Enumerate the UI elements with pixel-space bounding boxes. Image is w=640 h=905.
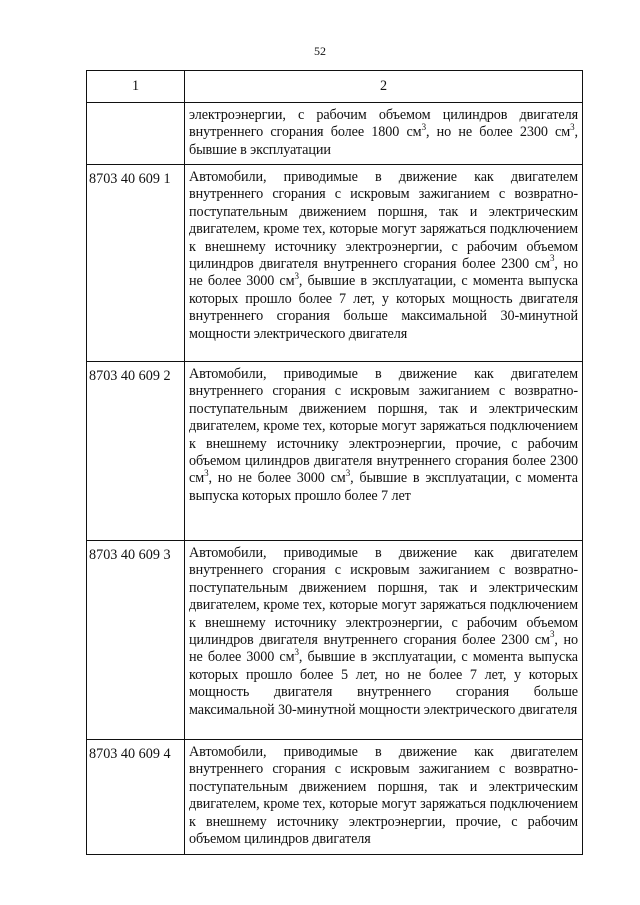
superscript: 3 (421, 121, 426, 132)
description-text: электроэнергии, с рабочим объемом цилиндров двигателя внутреннего сгорания более 1800 см (189, 107, 578, 141)
description-text: , но не более 3000 см (208, 470, 346, 487)
table-row (87, 103, 583, 165)
description-text: Автомобили, приводимые в движение как двигателем внутреннего сгорания с искровым зажиганием с возвратно-поступательным движением поршня, так и электрическим двигателем, кроме тех, которые могут заряжаться подключением к внешнему источнику электроэнергии, с рабочим объемом цилиндров двигателя внутреннего сгорания более 2300 см (189, 545, 578, 649)
tariff-table (86, 70, 583, 855)
superscript: 3 (204, 467, 209, 478)
description-text: , но не более 3000 см (189, 632, 578, 666)
description-cell (185, 362, 583, 541)
code-cell (87, 103, 185, 165)
superscript: 3 (345, 467, 351, 478)
code-cell: 8703 40 609 3 (87, 541, 185, 740)
description-text: Автомобили, приводимые в движение как двигателем внутреннего сгорания с искровым зажиганием с возвратно-поступательным движением поршня, так и электрическим двигателем, кроме тех, которые могут заряжаться подключением к внешнему источнику электроэнергии, с рабочим объемом цилиндров двигателя внутреннего сгорания более 2300 см (189, 169, 578, 273)
header-col-1: 1 (87, 71, 185, 103)
code-cell: 8703 40 609 2 (87, 362, 185, 541)
description-cell (185, 541, 583, 740)
description-text: , но не более 3000 см (189, 256, 578, 290)
superscript: 3 (294, 270, 299, 281)
table-row (87, 362, 583, 541)
description-text: , бывшие в эксплуатации, с момента выпуска которых прошло более 5 лет, но не более 7 лет, у которых мощность двигателя внутреннего сгорания больше максимальной 30-минутной мощности электрического двигателя (189, 649, 578, 718)
superscript: 3 (549, 253, 555, 264)
description-cell (185, 103, 583, 165)
code-cell: 8703 40 609 4 (87, 740, 185, 855)
description-cell (185, 165, 583, 362)
description-text: , бывшие в эксплуатации (189, 124, 578, 158)
superscript: 3 (570, 121, 575, 132)
description-text: Автомобили, приводимые в движение как двигателем внутреннего сгорания с искровым зажиганием с возвратно-поступательным движением поршня, так и электрическим двигателем, кроме тех, которые могут заряжаться подключением к внешнему источнику электроэнергии, прочие, с рабочим объемом цилиндров двигателя (189, 744, 578, 848)
description-text: , бывшие в эксплуатации, с момента выпуска которых прошло более 7 лет, у которых мощность двигателя внутреннего сгорания больше максимальной 30-минутной мощности электрического двигателя (189, 273, 578, 342)
description-text: , но не более 2300 см (425, 124, 571, 141)
table-row (87, 165, 583, 362)
description-text: Автомобили, приводимые в движение как двигателем внутреннего сгорания с искровым зажиганием с возвратно-поступательным движением поршня, так и электрическим двигателем, кроме тех, которые могут заряжаться подключением к внешнему источнику электроэнергии, прочие, с рабочим объемом цилиндров двигателя внутреннего сгорания более 2300 см (189, 366, 578, 487)
table-row (87, 541, 583, 740)
table-header-row (87, 71, 583, 103)
description-cell (185, 740, 583, 855)
header-col-2: 2 (185, 71, 583, 103)
superscript: 3 (549, 629, 555, 640)
superscript: 3 (294, 646, 299, 657)
code-cell: 8703 40 609 1 (87, 165, 185, 362)
description-text: , бывшие в эксплуатации, с момента выпуска которых прошло более 7 лет (189, 470, 578, 504)
page-number: 52 (314, 44, 326, 58)
table-row (87, 740, 583, 855)
